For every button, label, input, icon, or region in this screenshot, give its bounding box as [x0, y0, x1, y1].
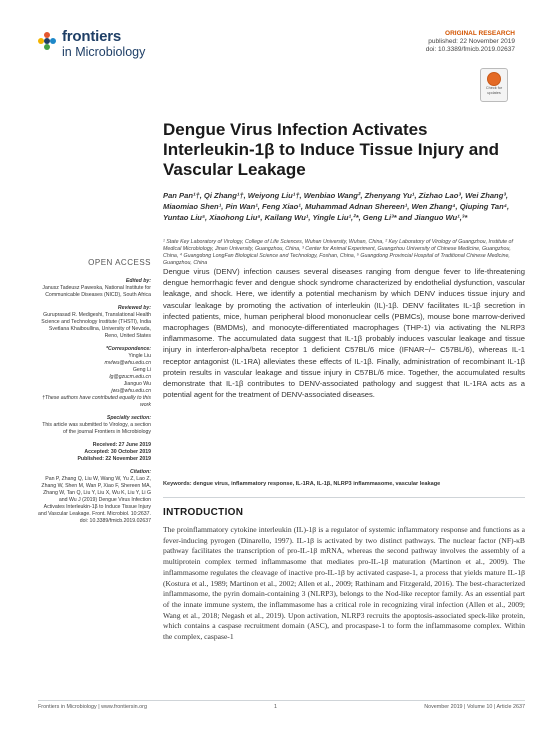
check-updates-icon — [487, 72, 501, 86]
page-number: 1 — [274, 704, 277, 710]
correspondent-name: Yingle Liu — [128, 353, 151, 359]
published-date: published: 22 November 2019 — [428, 38, 515, 45]
correspondent-name: Jianguo Wu — [123, 381, 151, 387]
received-date: Received: 27 June 2019 — [92, 442, 151, 448]
correspondent-email-link[interactable]: mvlwu@whu.edu.cn — [104, 360, 151, 366]
abstract: Dengue virus (DENV) infection causes several diseases ranging from dengue fever to life-threatening dengue hemorrhagic fever and dengue shock syndrome characterized by endothelial dysfunction, vascular leakage, and shock. Here, we identify a potential mechanism by which DENV induces tissue injury and vascular leakage by promoting the activation of interleukin (IL)-1β. DENV facilitates IL-1β secretion in infected patients, mice, human peripheral blood mononuclear cells (PBMCs), mouse bone marrow-derived macrophages (BMDMs), and monocyte-differentiated macrophages (THP-1) via activating the NLRP3 inflammasome. The accumulated data suggest that IL-1β probably induces vascular leakage and tissue injury in interferon-alpha/beta receptor 1 deficient C57BL/6 mice (IFNAR−/− C57BL/6), whereas IL-1 receptor antagonist (IL-1RA) alleviates these effects of IL-1β. Finally, administration of recombinant IL-1β protein results in vascular leakage and tissue injury in C57BL/6 mice. Together, the accumulated results demonstrate that IL-1β contributes to DENV-associated pathology and suggest that IL-1RA acts as a potential agent for the treatment of DENV-associated diseases. — [163, 267, 525, 400]
section-divider — [163, 497, 525, 498]
author-list: Pan Pan¹†, Qi Zhang¹†, Weiyong Liu¹†, Wenbiao Wang², Zhenyang Yu¹, Zizhao Lao³, Wei Zhang³, Miaomiao Shen¹, Pin Wan¹, Feng Xiao¹, Muhammad Adnan Shereen¹, Wen Zhang⁴, Qiuping Tan⁴, Yuntao Liu⁵, Xiaohong Liu⁵, Kailang Wu¹, Yingle Liu¹,²*, Geng Li³* and Jianguo Wu¹,³* — [163, 191, 510, 222]
editor-info: Janusz Tadeusz Paweska, National Institute for Communicable Diseases (NICD), South Africa — [42, 285, 151, 298]
footer-volume-info: November 2019 | Volume 10 | Article 2637 — [424, 704, 525, 710]
journal-logo[interactable] — [38, 28, 158, 64]
article-sidebar — [38, 278, 151, 525]
check-for-updates-button[interactable] — [480, 68, 508, 102]
journal-brand: frontiers — [62, 28, 122, 45]
correspondence-label: *Correspondence: — [106, 346, 151, 352]
open-access-label: OPEN ACCESS — [88, 258, 151, 267]
edited-by-label: Edited by: — [125, 278, 151, 284]
keywords: Keywords: dengue virus, inflammatory response, IL-1RA, IL-1β, NLRP3 inflammasome, vascular leakage — [163, 481, 441, 487]
introduction-heading: INTRODUCTION — [163, 507, 244, 518]
correspondent-name: Geng Li — [132, 367, 151, 373]
article-meta — [426, 30, 515, 54]
reviewer-info: Svetlana Khaiboullina, University of Nevada, Reno, United States — [48, 326, 151, 339]
reviewer-info: Guruprasad R. Medigeshi, Translational Health Science and Technology Institute (THSTI), India — [41, 312, 151, 325]
check-updates-label: Check for updates — [485, 86, 503, 95]
citation-text: Pan P, Zhang Q, Liu W, Wang W, Yu Z, Lao Z, Zhang W, Shen M, Wan P, Xiao F, Shereen MA, Zhang W, Tan Q, Liu Y, Liu X, Wu K, Liu Y, Li G and Wu J (2019) Dengue Virus Infection Activates Interleukin-1β to Induce Tissue Injury and Vascular Leakage. Front. Microbiol. 10:2637. doi: 10.3389/fmicb.2019.02637 — [38, 476, 151, 524]
introduction-body: The proinflammatory cytokine interleukin (IL)-1β is a regulator of systemic inflammatory response and functions as a fever-inducing pyrogen (Dinarello, 1997). IL-1β is activated by two distinct pathways. The nuclear factor (NF)-κB pathway facilitates the transcription of pro-IL-1β mRNA, whereas the second pathway involves the assembly of a multiprotein complex termed inflammasome that mediates pro-IL-1β maturation (Martinon et al., 2009). The inflammasome regulates the cleavage of inactive pro-IL-1β by activated caspase-1, a process that yields mature IL-1β (Kostura et al., 1989; Martinon et al., 2002; Allen et al., 2009; Rathinam and Fitzgerald, 2016). The best-characterized inflammasome, the pyrin domain-containing 3 (NLRP3), belongs to the Nod-like receptor family. As an essential part of the innate immune system, the inflammasome has a critical role in recognizing viral infection (Allen et al., 2009; Wang et al., 2018; Negash et al., 2019). Upon activation, NLRP3 recruits the apoptosis-associated speck-like protein, which contains a caspase recruitment domain (ASC), and procaspase-1 to form the inflammasome complex. Within the complex, caspase-1 — [163, 525, 525, 642]
doi-link[interactable]: doi: 10.3389/fmicb.2019.02637 — [425, 46, 515, 53]
specialty-info: This article was submitted to Virology, a section of the journal Frontiers in Microbiology — [42, 422, 151, 435]
correspondent-email-link[interactable]: lg@gzucm.edu.cn — [109, 374, 151, 380]
accepted-date: Accepted: 30 October 2019 — [84, 449, 151, 455]
equal-contribution-note: †These authors have contributed equally to this work — [41, 395, 151, 408]
article-title: Dengue Virus Infection Activates Interleukin-1β to Induce Tissue Injury and Vascular Leakage — [163, 120, 499, 179]
frontiers-logo-icon — [38, 30, 58, 52]
published-date-sidebar: Published: 22 November 2019 — [77, 456, 151, 462]
journal-subtitle: in Microbiology — [62, 45, 146, 59]
affiliations: ¹ State Key Laboratory of Virology, College of Life Sciences, Wuhan University, Wuhan, China, ² Key Laboratory of Virology of Guangzhou, Institute of Medical Microbiology, Jinan University, Guangzhou, China, ³ Center for Animal Experiment, Guangzhou University of Chinese Medicine, Guangzhou, China, ⁴ Guangdong LongFan Biological Science and Technology, Foshan, China, ⁵ Guangdong Provincial Hospital of Traditional Chinese Medicine, Guangzhou, China — [163, 239, 513, 266]
footer-divider — [38, 700, 525, 701]
reviewed-by-label: Reviewed by: — [117, 305, 151, 311]
specialty-label: Specialty section: — [106, 415, 151, 421]
article-type: ORIGINAL RESEARCH — [445, 30, 515, 37]
footer-journal-link[interactable]: Frontiers in Microbiology | www.frontiersin.org — [38, 704, 147, 710]
correspondent-email-link[interactable]: jwu@whu.edu.cn — [111, 388, 151, 394]
citation-label: Citation: — [129, 469, 151, 475]
